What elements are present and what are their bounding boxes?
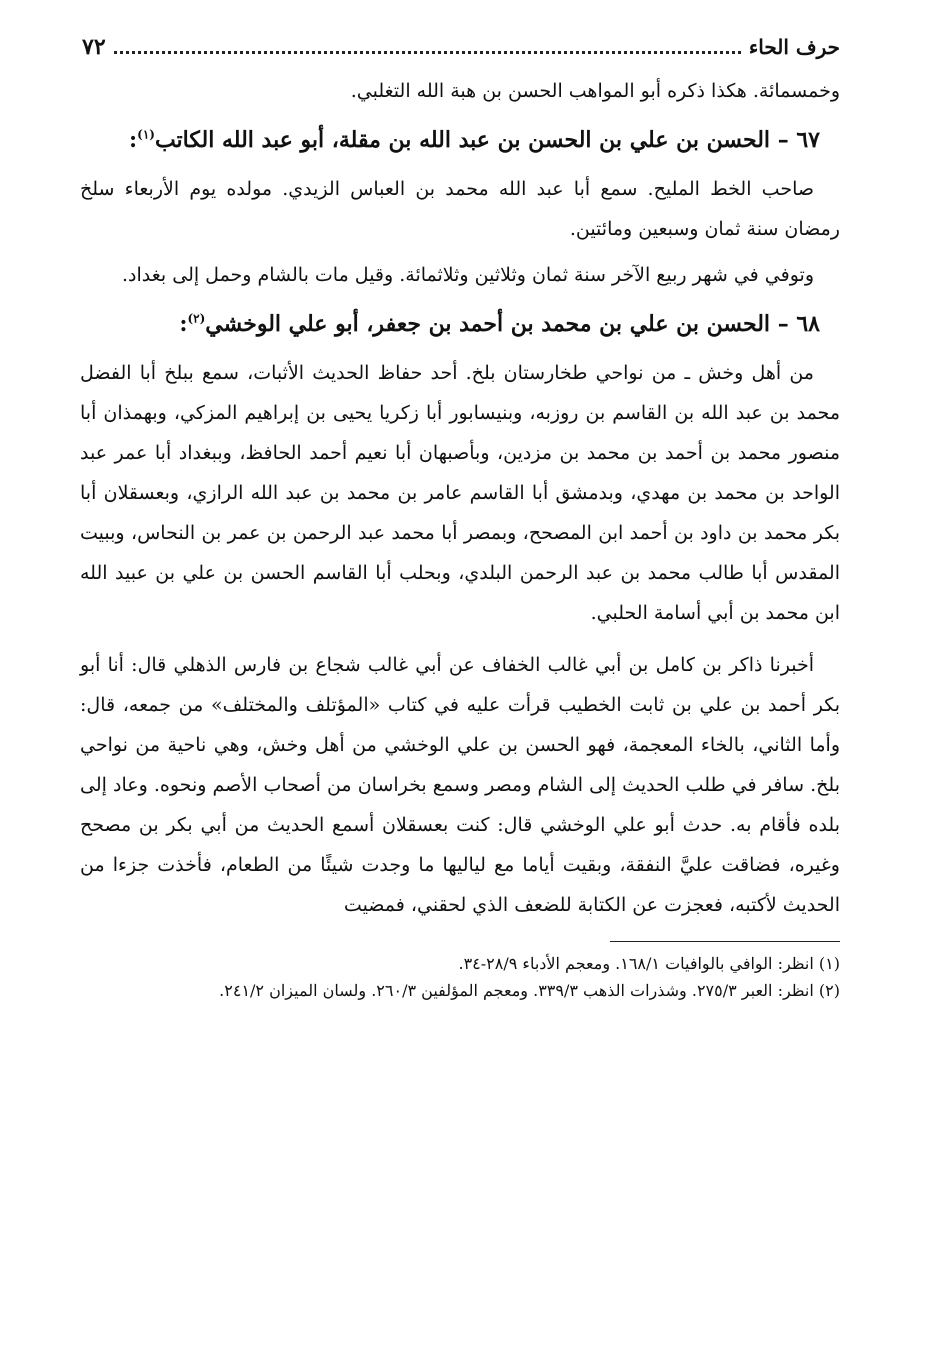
footnote-separator bbox=[610, 941, 840, 942]
entry-68-paragraph-1: من أهل وخش ـ من نواحي طخارستان بلخ. أحد حفاظ الحديث الأثبات، سمع ببلخ أبا الفضل محمد بن عبد الله بن القاسم بن روزبه، وبنيسابور أبا زكريا يحيى بن إبراهيم المزكي، وبهمذان أبا منصور محمد بن أحمد بن محمد بن مزدين، وبأصبهان أبا نعيم أحمد الحافظ، وببغداد أبا عمر عبد الواحد بن محمد بن مهدي، وبدمشق أبا القاسم عامر بن محمد بن عبد الله الرازي، وبعسقلان أبا بكر محمد بن داود بن أحمد ابن المصحح، وبمصر أبا محمد عبد الرحمن بن عمر بن النحاس، وببيت المقدس أبا طالب محمد بن عبد الرحمن البلدي، وبحلب أبا القاسم الحسن بن علي بن عبيد الله ابن محمد بن أبي أسامة الحلبي. bbox=[80, 362, 840, 624]
entry-67-paragraph-2: وتوفي في شهر ربيع الآخر سنة ثمان وثلاثين وثلاثمائة. وقيل مات بالشام وحمل إلى بغداد. bbox=[121, 264, 814, 286]
entry-68-paragraph-2: أخبرنا ذاكر بن كامل بن أبي غالب الخفاف عن أبي غالب شجاع بن فارس الذهلي قال: أنا أبو بكر أحمد بن علي بن ثابت الخطيب قرأت عليه في كتاب «المؤتلف والمختلف» من جمعه، قال: وأما الثاني، بالخاء المعجمة، فهو الحسن بن علي الوخشي من أهل وخش، وهي ناحية من نواحي بلخ. سافر في طلب الحديث إلى الشام ومصر وسمع بخراسان من أصحاب الأصم ونحوه. وعاد إلى بلده فأقام به. حدث أبو علي الوخشي قال: كنت بعسقلان أسمع الحديث من أبي بكر بن مصحح وغيره، فضاقت عليَّ النفقة، وبقيت أياما مع لياليها ما وجدت شيئًا من الطعام، فأخذت جزءا من الحديث لأكتبه، فعجزت عن الكتابة للضعف الذي لحقني، فمضيت bbox=[80, 654, 840, 916]
header-leader-dots bbox=[114, 41, 741, 54]
footnote-2: (٢) انظر: العبر ٢٧٥/٣. وشذرات الذهب ٣٣٩/٣. ومعجم المؤلفين ٢٦٠/٣. ولسان الميزان ٢٤١/٢. bbox=[219, 981, 840, 1000]
continuation-paragraph: وخمسمائة. هكذا ذكره أبو المواهب الحسن بن هبة الله التغلبي. bbox=[350, 80, 840, 102]
entry-67-paragraph-1: صاحب الخط المليح. سمع أبا عبد الله محمد بن العباس الزيدي. مولده يوم الأربعاء سلخ رمضان سنة ثمان وسبعين ومائتين. bbox=[80, 178, 840, 240]
book-page bbox=[80, 30, 840, 1340]
page-header bbox=[80, 30, 840, 65]
entry-67-title bbox=[80, 115, 840, 165]
entry-67-colon: : bbox=[129, 127, 138, 153]
entry-67-note-ref: (١) bbox=[137, 127, 155, 142]
entry-68-title bbox=[80, 299, 840, 349]
running-title: حرف الحاء bbox=[748, 35, 840, 59]
footnotes bbox=[80, 950, 840, 1004]
entry-68-title-text: ٦٨ – الحسن بن علي بن محمد بن أحمد بن جعفر، أبو علي الوخشي bbox=[205, 311, 820, 337]
page-number: ٧٢ bbox=[82, 34, 106, 60]
footnote-1: (١) انظر: الوافي بالوافيات ١٦٨/١. ومعجم الأدباء ٢٨/٩-٣٤. bbox=[458, 954, 840, 973]
entry-68-note-ref: (٢) bbox=[187, 311, 206, 326]
entry-67-title-text: ٦٧ – الحسن بن علي بن الحسن بن عبد الله بن مقلة، أبو عبد الله الكاتب bbox=[154, 127, 820, 153]
entry-68-colon: : bbox=[179, 311, 188, 337]
